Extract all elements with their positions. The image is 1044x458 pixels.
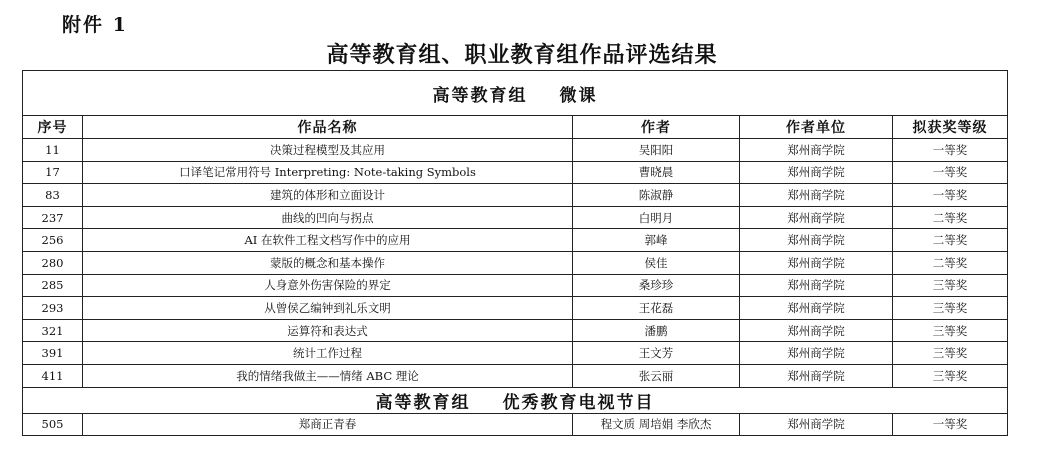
cell-award: 三等奖 (893, 364, 1008, 387)
cell-author: 侯佳 (573, 251, 740, 274)
cell-unit: 郑州商学院 (740, 184, 893, 207)
table-row (23, 161, 1008, 184)
cell-seq: 293 (23, 297, 83, 320)
cell-seq: 391 (23, 342, 83, 365)
column-header-author: 作者 (573, 116, 740, 139)
table-row (23, 413, 1008, 436)
cell-work-name: 蒙版的概念和基本操作 (83, 251, 573, 274)
cell-seq: 280 (23, 251, 83, 274)
cell-seq: 256 (23, 229, 83, 252)
table-row (23, 139, 1008, 162)
document-title: 高等教育组、职业教育组作品评选结果 (326, 42, 718, 68)
cell-author: 张云丽 (573, 364, 740, 387)
cell-work-name: 我的情绪我做主——情绪 ABC 理论 (83, 364, 573, 387)
cell-author: 潘鹏 (573, 319, 740, 342)
cell-author: 陈淑静 (573, 184, 740, 207)
cell-work-name: 决策过程模型及其应用 (83, 139, 573, 162)
cell-work-name: 曲线的凹向与拐点 (83, 206, 573, 229)
table-row (23, 342, 1008, 365)
cell-work-name: 人身意外伤害保险的界定 (83, 274, 573, 297)
cell-unit: 郑州商学院 (740, 364, 893, 387)
cell-unit: 郑州商学院 (740, 297, 893, 320)
column-header-unit: 作者单位 (740, 116, 893, 139)
cell-award: 一等奖 (893, 184, 1008, 207)
cell-work-name: 郑商正青春 (83, 413, 573, 436)
cell-award: 三等奖 (893, 274, 1008, 297)
cell-author: 曹晓晨 (573, 161, 740, 184)
section-heading-tv-program (23, 387, 1008, 413)
annex-label: 附件 1 (62, 14, 128, 36)
cell-author: 桑珍珍 (573, 274, 740, 297)
cell-unit: 郑州商学院 (740, 274, 893, 297)
column-header-work-name: 作品名称 (83, 116, 573, 139)
cell-work-name: 从曾侯乙编钟到礼乐文明 (83, 297, 573, 320)
cell-seq: 321 (23, 319, 83, 342)
cell-unit: 郑州商学院 (740, 161, 893, 184)
cell-unit: 郑州商学院 (740, 342, 893, 365)
table-header-row (23, 116, 1008, 139)
section-group: 高等教育组 (375, 392, 471, 413)
cell-seq: 83 (23, 184, 83, 207)
cell-author: 王文芳 (573, 342, 740, 365)
cell-seq: 237 (23, 206, 83, 229)
section-heading-micro-lesson (23, 71, 1008, 116)
table-row (23, 251, 1008, 274)
cell-seq: 505 (23, 413, 83, 436)
section-group: 高等教育组 (432, 85, 528, 106)
cell-award: 一等奖 (893, 139, 1008, 162)
cell-award: 二等奖 (893, 251, 1008, 274)
table-row (23, 229, 1008, 252)
cell-unit: 郑州商学院 (740, 206, 893, 229)
cell-unit: 郑州商学院 (740, 229, 893, 252)
table-row (23, 206, 1008, 229)
cell-work-name: 口译笔记常用符号 Interpreting: Note-taking Symbols (83, 161, 573, 184)
table-row (23, 364, 1008, 387)
section-category: 微课 (559, 85, 598, 106)
table-row (23, 319, 1008, 342)
section-heading-cell (23, 71, 1008, 116)
cell-work-name: AI 在软件工程文档写作中的应用 (83, 229, 573, 252)
table-row (23, 297, 1008, 320)
cell-award: 一等奖 (893, 161, 1008, 184)
cell-award: 二等奖 (893, 206, 1008, 229)
column-header-award: 拟获奖等级 (893, 116, 1008, 139)
cell-unit: 郑州商学院 (740, 319, 893, 342)
cell-seq: 11 (23, 139, 83, 162)
cell-work-name: 统计工作过程 (83, 342, 573, 365)
cell-award: 三等奖 (893, 319, 1008, 342)
cell-work-name: 运算符和表达式 (83, 319, 573, 342)
cell-seq: 285 (23, 274, 83, 297)
cell-award: 三等奖 (893, 297, 1008, 320)
table-row (23, 274, 1008, 297)
cell-unit: 郑州商学院 (740, 139, 893, 162)
cell-unit: 郑州商学院 (740, 413, 893, 436)
cell-author: 程文质 周培娟 李欣杰 (573, 413, 740, 436)
column-header-seq: 序号 (23, 116, 83, 139)
cell-author: 白明月 (573, 206, 740, 229)
section-category: 优秀教育电视节目 (502, 392, 655, 413)
cell-award: 二等奖 (893, 229, 1008, 252)
cell-author: 吴阳阳 (573, 139, 740, 162)
cell-seq: 411 (23, 364, 83, 387)
section-heading-cell (23, 387, 1008, 413)
cell-work-name: 建筑的体形和立面设计 (83, 184, 573, 207)
cell-unit: 郑州商学院 (740, 251, 893, 274)
cell-award: 一等奖 (893, 413, 1008, 436)
cell-award: 三等奖 (893, 342, 1008, 365)
table-row (23, 184, 1008, 207)
cell-author: 郭峰 (573, 229, 740, 252)
results-table (22, 70, 1008, 436)
cell-author: 王花磊 (573, 297, 740, 320)
cell-seq: 17 (23, 161, 83, 184)
